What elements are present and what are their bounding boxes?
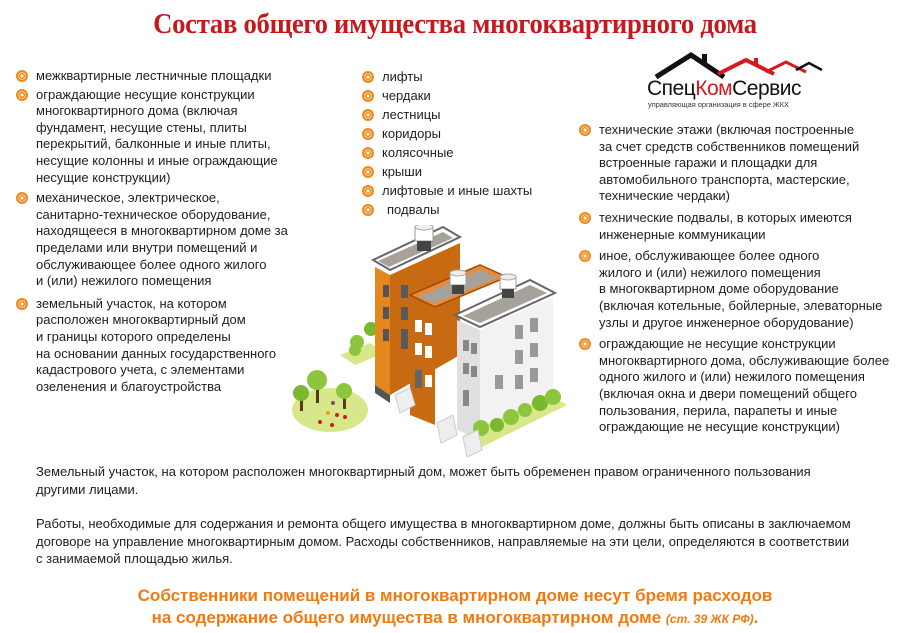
list-item: крыши <box>360 164 560 181</box>
list-item: иное, обслуживающее более одного жилого и (или) нежилого помещения в многоквартирном доме оборудование (включая котельные, бойлерные, элеваторные узлы и другое инженерное оборудование) <box>577 248 907 331</box>
list-item: технические подвалы, в которых имеются инженерные коммуникации <box>577 210 907 243</box>
list-item: коридоры <box>360 126 560 143</box>
list-item: подвалы <box>360 202 560 219</box>
maintenance-works-note: Работы, необходимые для содержания и ремонта общего имущества в многоквартирном доме, должны быть описаны в заключаемом договоре на управление многоквартирным домом. Расходы собственников, направляемые на эти цели, определяются в соответствии с занимаемой площадью жилья. <box>36 516 851 566</box>
footer-statement-line1: Собственники помещений в многоквартирном доме несут бремя расходов <box>137 586 773 605</box>
common-property-list-middle <box>360 69 560 221</box>
common-property-list-right <box>577 122 907 441</box>
page-title: Состав общего имущества многоквартирного дома <box>153 8 757 40</box>
roofs-logo-icon <box>646 50 826 80</box>
gear-bullet-icon <box>16 70 28 82</box>
gear-bullet-icon <box>362 166 374 178</box>
gear-bullet-icon <box>579 212 591 224</box>
logo-wordmark: СпецКомСервис <box>647 77 802 100</box>
apartment-buildings-illustration <box>285 225 585 460</box>
gear-bullet-icon <box>362 128 374 140</box>
company-logo <box>646 50 826 116</box>
law-reference: (ст. 39 ЖК РФ) <box>665 612 754 626</box>
list-item: чердаки <box>360 88 560 105</box>
gear-bullet-icon <box>16 89 28 101</box>
list-item: механическое, электрическое, санитарно-техническое оборудование, находящееся в многоквартирном доме за пределами или внутри помещений и обслуживающее более одного жилого и (или) нежилого помещения <box>14 190 314 290</box>
logo-tagline: управляющая организация в сфере ЖКХ <box>648 100 789 109</box>
gear-bullet-icon <box>16 298 28 310</box>
common-property-list-left <box>14 68 314 397</box>
list-item: технические этажи (включая построенные за счет средств собственников помещений встроенные гаражи и площадки для автомобильного транспорта, мастерские, технические чердаки) <box>577 122 907 205</box>
gear-bullet-icon <box>362 90 374 102</box>
footer-statement-line2: на содержание общего имущества в многоквартирном доме (ст. 39 ЖК РФ). <box>151 608 759 627</box>
list-item: лифты <box>360 69 560 86</box>
list-item: лифтовые и иные шахты <box>360 183 560 200</box>
gear-bullet-icon <box>362 185 374 197</box>
list-item: земельный участок, на котором расположен многоквартирный дом и границы которого определены на основании данных государственного кадастрового учета, с элементами озеленения и благоустройства <box>14 296 314 396</box>
list-item: лестницы <box>360 107 560 124</box>
land-plot-note: Земельный участок, на котором расположен многоквартирный дом, может быть обременен правом ограниченного пользования другими лицами. <box>36 464 811 497</box>
list-item: колясочные <box>360 145 560 162</box>
gear-bullet-icon <box>579 124 591 136</box>
gear-bullet-icon <box>362 204 374 216</box>
list-item: межквартирные лестничные площадки <box>14 68 314 85</box>
gear-bullet-icon <box>362 71 374 83</box>
list-item: ограждающие несущие конструкции многоквартирного дома (включая фундамент, несущие стены, плиты перекрытий, балконные и иные плиты, несущие колонны и иные ограждающие несущие конструкции) <box>14 87 314 187</box>
gear-bullet-icon <box>16 192 28 204</box>
list-item: ограждающие не несущие конструкции многоквартирного дома, обслуживающие более одного жилого и (или) нежилого помещения (включая окна и двери помещений общего пользования, перила, парапеты и иные ограждающие не несущие конструкции) <box>577 336 907 436</box>
gear-bullet-icon <box>362 109 374 121</box>
gear-bullet-icon <box>362 147 374 159</box>
